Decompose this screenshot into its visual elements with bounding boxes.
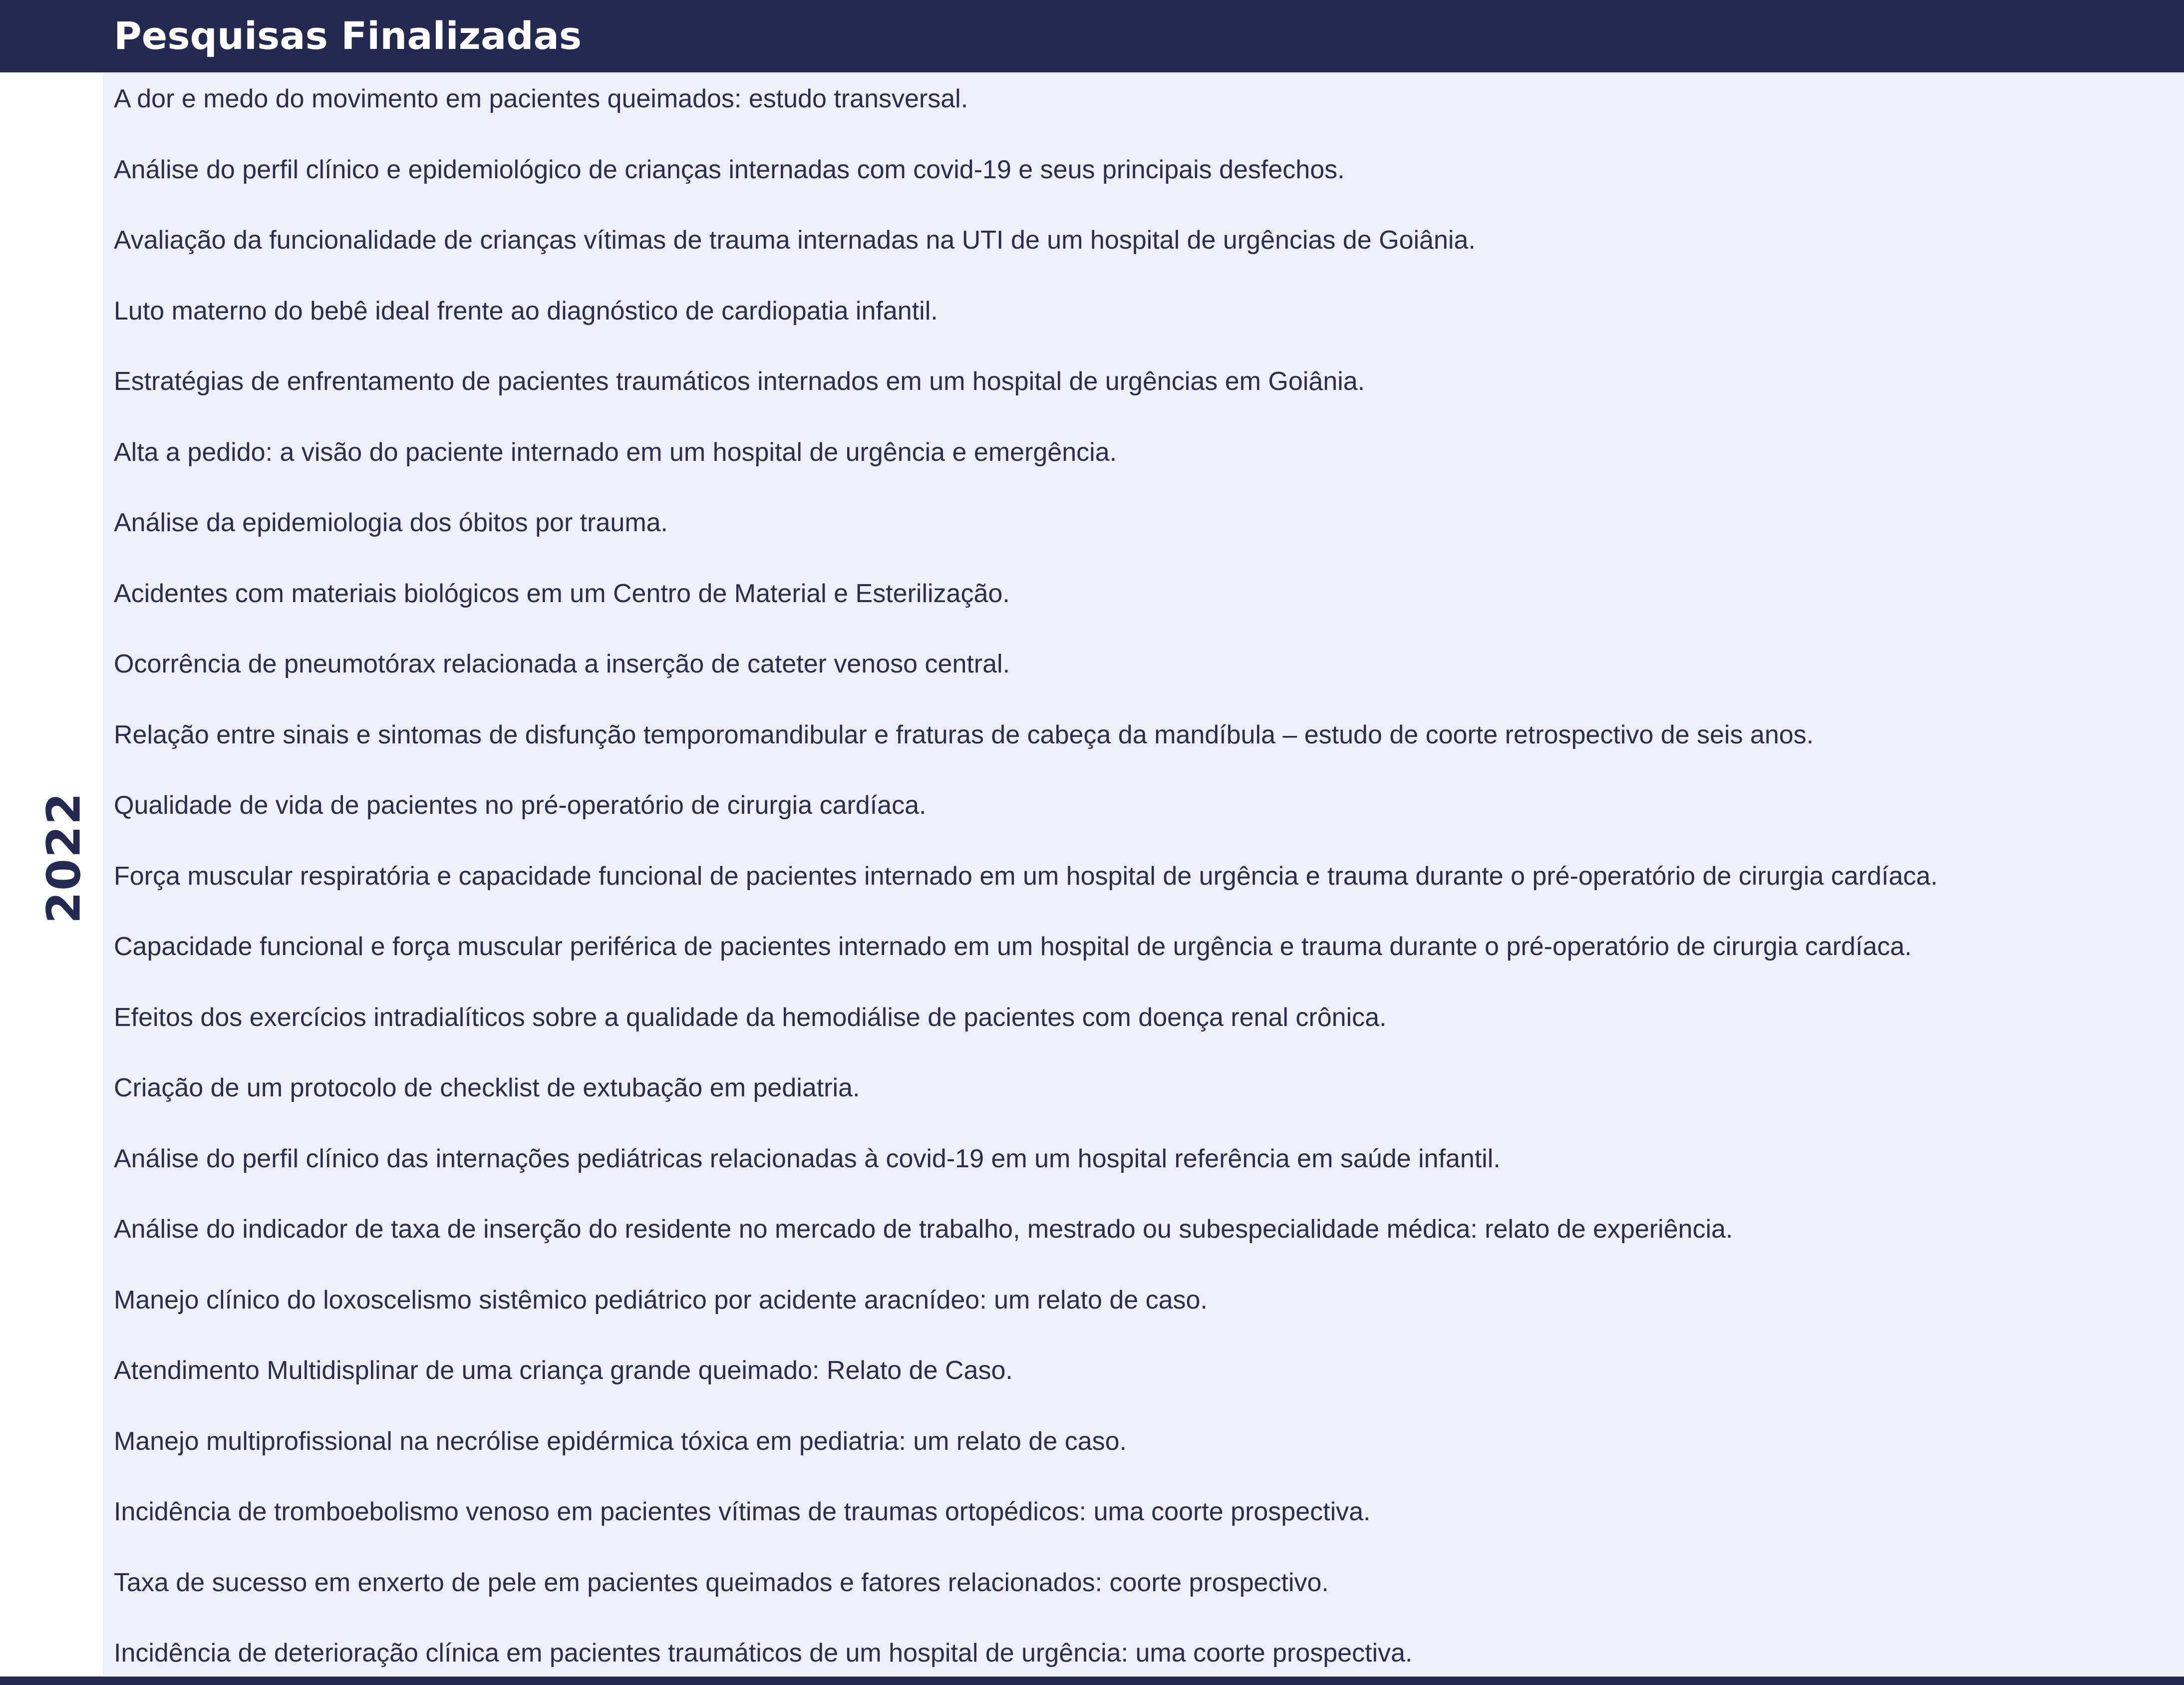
year-label: 2022 bbox=[37, 791, 91, 924]
header-bar bbox=[0, 0, 2184, 72]
list-item: Alta a pedido: a visão do paciente internado em um hospital de urgência e emergência. bbox=[114, 437, 1117, 467]
list-item: Análise da epidemiologia dos óbitos por trauma. bbox=[114, 508, 668, 537]
page-title: Pesquisas Finalizadas bbox=[114, 13, 582, 58]
list-item: Estratégias de enfrentamento de pacientes traumáticos internados em um hospital de urgências em Goiânia. bbox=[114, 367, 1365, 396]
list-item: Taxa de sucesso em enxerto de pele em pacientes queimados e fatores relacionados: coorte prospectivo. bbox=[114, 1568, 1329, 1597]
list-item: Luto materno do bebê ideal frente ao diagnóstico de cardiopatia infantil. bbox=[114, 296, 938, 326]
list-item: A dor e medo do movimento em pacientes queimados: estudo transversal. bbox=[114, 84, 968, 113]
list-item: Análise do perfil clínico das internações pediátricas relacionadas à covid-19 em um hospital referência em saúde infantil. bbox=[114, 1144, 1501, 1173]
list-item: Incidência de tromboebolismo venoso em pacientes vítimas de traumas ortopédicos: uma coorte prospectiva. bbox=[114, 1497, 1371, 1526]
bottom-border bbox=[0, 1677, 2184, 1685]
list-item: Manejo clínico do loxoscelismo sistêmico pediátrico por acidente aracnídeo: um relato de caso. bbox=[114, 1285, 1208, 1315]
list-item: Capacidade funcional e força muscular periférica de pacientes internado em um hospital de urgência e trauma durante o pré-operatório de cirurgia cardíaca. bbox=[114, 932, 1912, 961]
list-item: Manejo multiprofissional na necrólise epidérmica tóxica em pediatria: um relato de caso. bbox=[114, 1426, 1127, 1456]
list-item: Avaliação da funcionalidade de crianças vítimas de trauma internadas na UTI de um hospital de urgências de Goiânia. bbox=[114, 226, 1476, 255]
list-item: Ocorrência de pneumotórax relacionada a inserção de cateter venoso central. bbox=[114, 650, 1010, 678]
list-item: Incidência de deterioração clínica em pacientes traumáticos de um hospital de urgência: uma coorte prospectiva. bbox=[114, 1639, 1413, 1668]
research-list bbox=[114, 85, 2181, 1685]
list-item: Acidentes com materiais biológicos em um Centro de Material e Esterilização. bbox=[114, 579, 1010, 608]
list-item: Força muscular respiratória e capacidade funcional de pacientes internado em um hospital de urgência e trauma durante o pré-operatório de cirurgia cardíaca. bbox=[114, 861, 1938, 891]
list-item: Atendimento Multidisplinar de uma criança grande queimado: Relato de Caso. bbox=[114, 1356, 1013, 1385]
year-column bbox=[0, 72, 103, 1675]
list-item: Criação de um protocolo de checklist de extubação em pediatria. bbox=[114, 1073, 860, 1102]
list-item: Qualidade de vida de pacientes no pré-operatório de cirurgia cardíaca. bbox=[114, 791, 927, 820]
list-item: Análise do perfil clínico e epidemiológico de crianças internadas com covid-19 e seus principais desfechos. bbox=[114, 155, 1345, 184]
list-item: Efeitos dos exercícios intradialíticos sobre a qualidade da hemodiálise de pacientes com doença renal crônica. bbox=[114, 1003, 1387, 1032]
list-item: Relação entre sinais e sintomas de disfunção temporomandibular e fraturas de cabeça da mandíbula – estudo de coorte retrospectivo de seis anos. bbox=[114, 720, 1814, 749]
list-item: Análise do indicador de taxa de inserção do residente no mercado de trabalho, mestrado ou subespecialidade médica: relato de experiência. bbox=[114, 1215, 1733, 1244]
research-list-panel bbox=[103, 72, 2184, 1675]
